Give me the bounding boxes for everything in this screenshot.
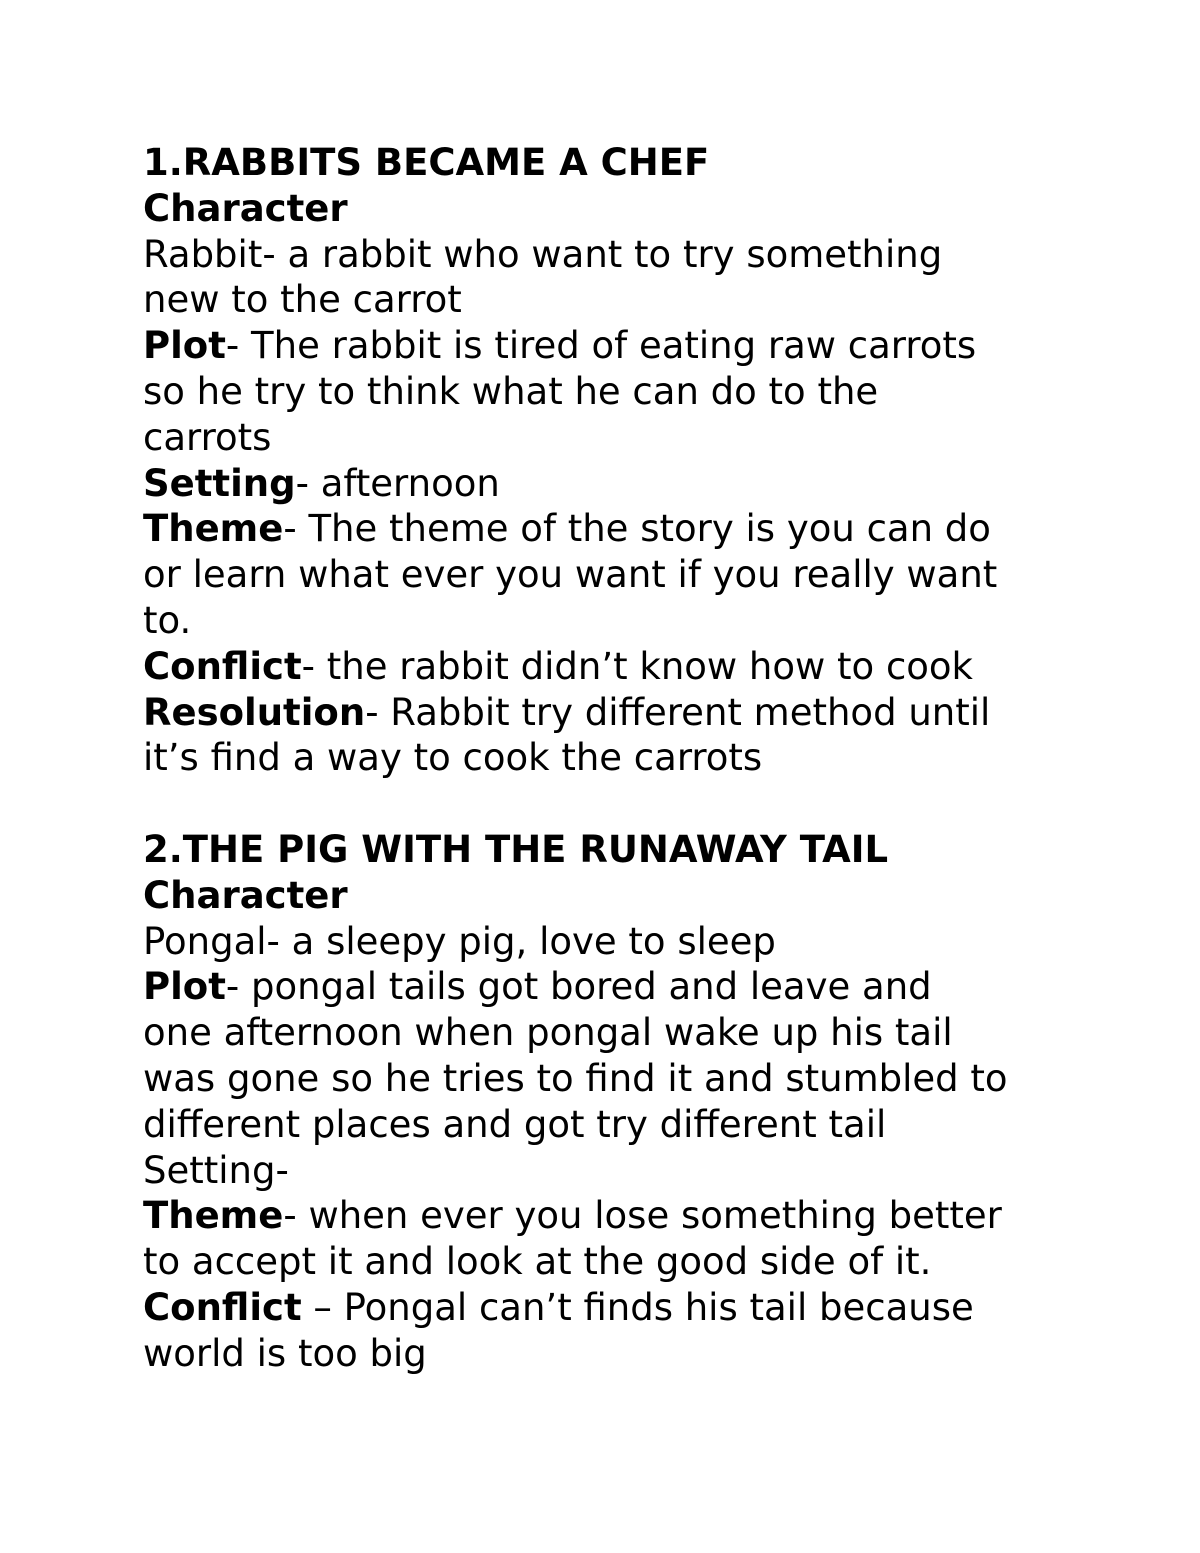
story2-conflict-text: – Pongal can’t finds his tail because — [301, 1285, 974, 1329]
story1-resolution-label: Resolution — [143, 690, 366, 734]
story1-resolution — [143, 690, 1103, 736]
story1-resolution-text: - Rabbit try different method until — [365, 690, 991, 734]
document-page — [143, 140, 1103, 1377]
story2-conflict-label: Conflict — [143, 1285, 302, 1329]
story1-theme-line: or learn what ever you want if you really want — [143, 553, 998, 597]
story1-plot — [143, 323, 1103, 369]
story1-setting-text: - afternoon — [295, 461, 500, 505]
story1-plot-line: so he try to think what he can do to the — [143, 369, 879, 413]
story2-theme-label: Theme — [143, 1194, 284, 1238]
story2-title: 2.THE PIG WITH THE RUNAWAY TAIL — [143, 827, 889, 871]
story1-theme-line: to. — [143, 598, 192, 642]
section-spacer — [143, 781, 1103, 827]
story1-theme — [143, 506, 1103, 552]
story1-plot-label: Plot — [143, 324, 226, 368]
story1-conflict-text: - the rabbit didn’t know how to cook — [301, 644, 973, 688]
story2-plot-line: one afternoon when pongal wake up his tail — [143, 1011, 953, 1055]
story2-conflict — [143, 1285, 1103, 1331]
story1-conflict — [143, 644, 1103, 690]
story1-setting — [143, 461, 1103, 507]
story2-conflict-line: world is too big — [143, 1331, 427, 1375]
story1-theme-text: - The theme of the story is you can do — [283, 507, 991, 551]
story2-plot-text: - pongal tails got bored and leave and — [225, 965, 932, 1009]
story1-title: 1.RABBITS BECAME A CHEF — [143, 141, 710, 184]
story1-character-line: new to the carrot — [143, 278, 462, 322]
story2-theme-line: to accept it and look at the good side of it. — [143, 1240, 932, 1284]
story2-plot-line: different places and got try different tail — [143, 1102, 887, 1146]
story2-plot — [143, 964, 1103, 1010]
story1-plot-line: carrots — [143, 415, 272, 459]
story1-character-line: Rabbit- a rabbit who want to try something — [143, 232, 943, 276]
story1-character-heading: Character — [143, 186, 348, 230]
story2-theme — [143, 1193, 1103, 1239]
story2-setting: Setting- — [143, 1148, 289, 1192]
story2-character-line: Pongal- a sleepy pig, love to sleep — [143, 919, 776, 963]
story1-resolution-line: it’s find a way to cook the carrots — [143, 736, 763, 780]
story2-theme-text: - when ever you lose something better — [283, 1194, 1002, 1238]
story1-theme-label: Theme — [143, 507, 284, 551]
story1-setting-label: Setting — [143, 461, 296, 505]
story2-plot-line: was gone so he tries to find it and stumbled to — [143, 1056, 1008, 1100]
story1-plot-text: - The rabbit is tired of eating raw carrots — [225, 324, 977, 368]
story1-conflict-label: Conflict — [143, 644, 302, 688]
story2-character-heading: Character — [143, 873, 348, 917]
story2-plot-label: Plot — [143, 965, 226, 1009]
